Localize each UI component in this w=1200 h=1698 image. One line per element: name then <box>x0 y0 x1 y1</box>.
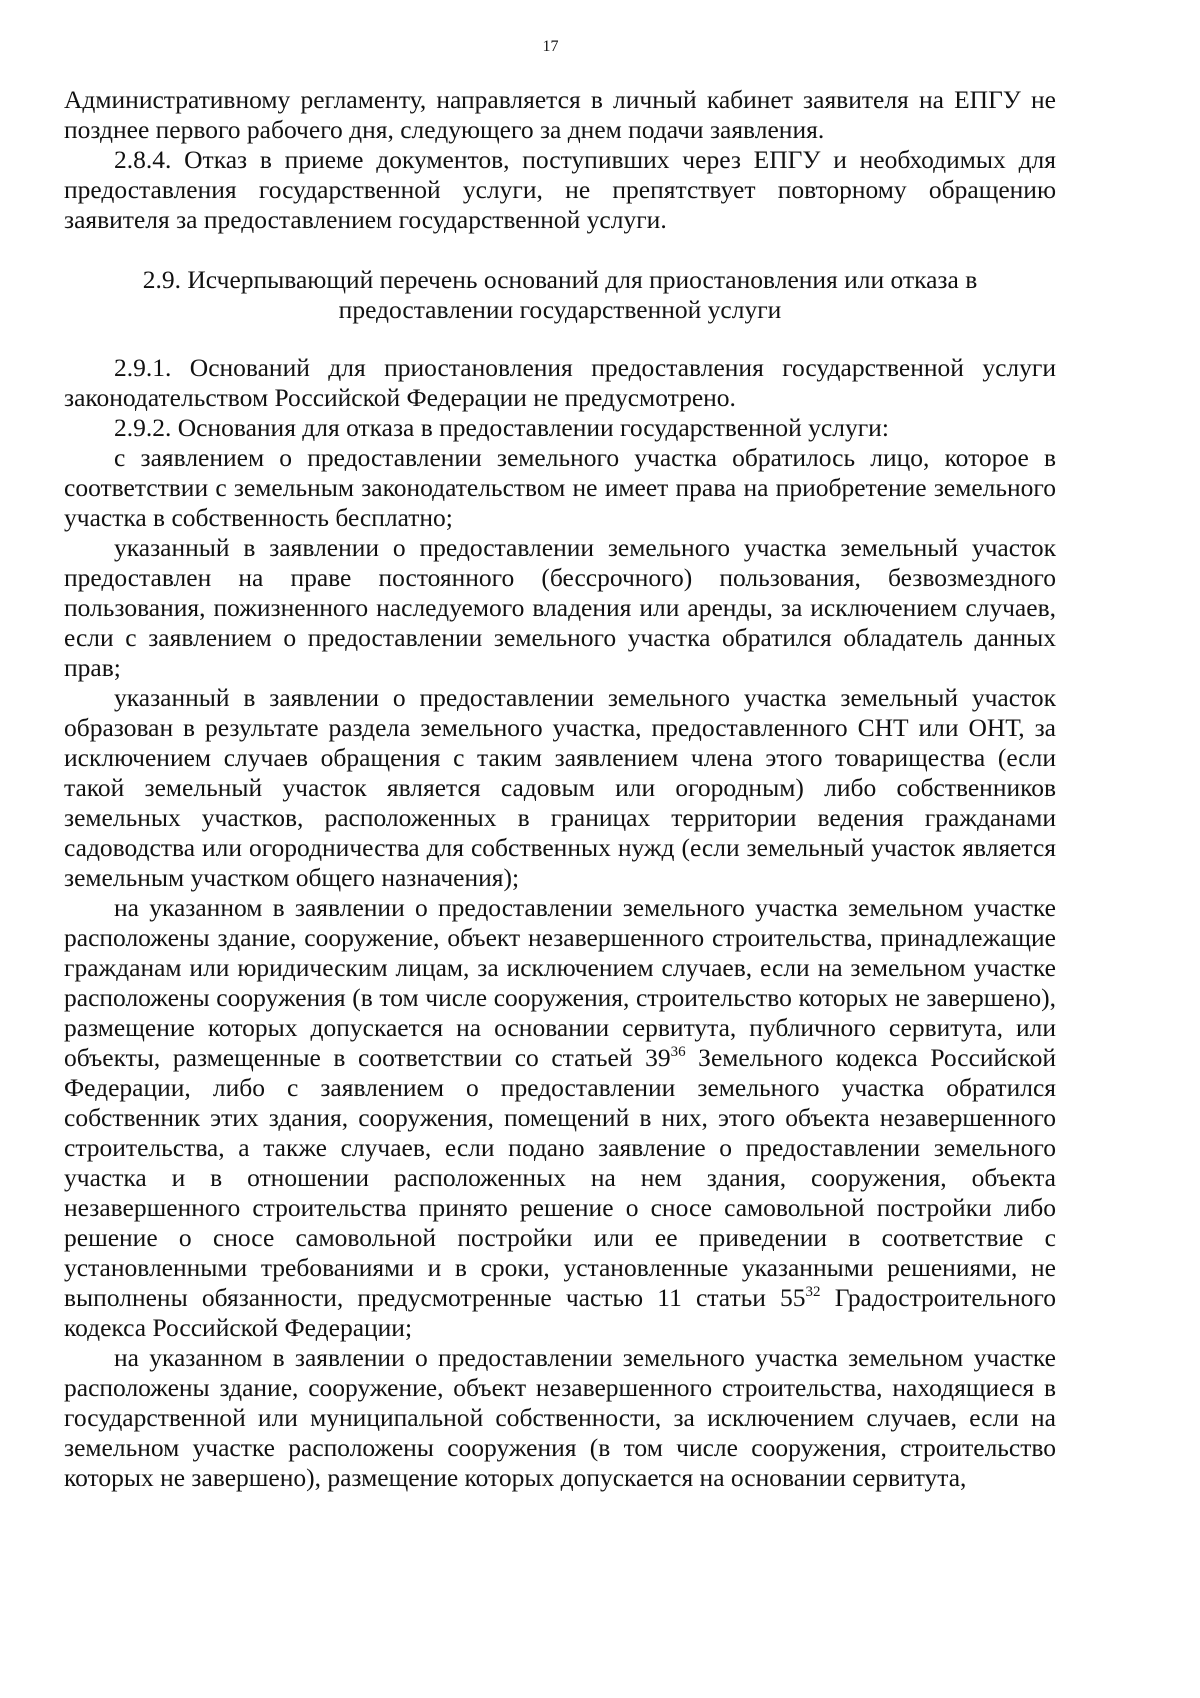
superscript-article-55: 32 <box>805 1284 821 1300</box>
list-item-ground-4-part-b: Земельного кодекса Российской Федерации, либо с заявлением о предоставлении земельного участка обратился собственник этих здания, сооружения, помещений в них, этого объекта незавершенного строительства, а также случаев, если подано заявление о предоставлении земельного участка и в отношении расположенных на нем здания, сооружения, объекта незавершенного строительства принято решение о сносе самовольной постройки либо решение о сносе самовольной постройки или ее приведении в соответствие с установленными требованиями и в сроки, установленные указанными решениями, не выполнены обязанности, предусмотренные частью 11 статьи 55 <box>64 1043 1056 1312</box>
section-heading-2-9 <box>64 265 1056 325</box>
page-number: 17 <box>542 38 559 55</box>
list-item-ground-4-part-a: на указанном в заявлении о предоставлении земельного участка земельном участке расположены здание, сооружение, объект незавершенного строительства, принадлежащие гражданам или юридическим лицам, за исключением случаев, если на земельном участке расположены сооружения (в том числе сооружения, строительство которых не завершено), размещение которых допускается на основании сервитута, публичного сервитута, или объекты, размещенные в соответствии со статьей 39 <box>64 893 1056 1072</box>
section-heading-line-1: 2.9. Исчерпывающий перечень оснований для приостановления или отказа в <box>142 265 978 294</box>
list-item-ground-3: указанный в заявлении о предоставлении земельного участка земельный участок образован в результате раздела земельного участка, предоставленного СНТ или ОНТ, за исключением случаев обращения с таким заявлением члена этого товарищества (если такой земельный участок является садовым или огородным) либо собственников земельных участков, расположенных в границах территории ведения гражданами садоводства или огородничества для собственных нужд (если земельный участок является земельным участком общего назначения); <box>64 683 1056 892</box>
list-item-ground-4 <box>64 893 1056 1343</box>
superscript-article-39: 36 <box>670 1044 686 1060</box>
list-item-ground-4-part-c: Градостроительного кодекса Российской Федерации; <box>64 1283 1056 1342</box>
paragraph-2-9-2: 2.9.2. Основания для отказа в предоставлении государственной услуги: <box>114 413 889 442</box>
list-item-ground-2: указанный в заявлении о предоставлении земельного участка земельный участок предоставлен на праве постоянного (бессрочного) пользования, безвозмездного пользования, пожизненного наследуемого владения или аренды, за исключением случаев, если с заявлением о предоставлении земельного участка обратился обладатель данных прав; <box>64 533 1056 682</box>
list-item-ground-1: с заявлением о предоставлении земельного участка обратилось лицо, которое в соответствии с земельным законодательством не имеет права на приобретение земельного участка в собственность бесплатно; <box>64 443 1056 532</box>
list-item-ground-5: на указанном в заявлении о предоставлении земельного участка земельном участке расположены здание, сооружение, объект незавершенного строительства, находящиеся в государственной или муниципальной собственности, за исключением случаев, если на земельном участке расположены сооружения (в том числе сооружения, строительство которых не завершено), размещение которых допускается на основании сервитута, <box>64 1343 1056 1492</box>
paragraph-2-9-1: 2.9.1. Оснований для приостановления предоставления государственной услуги законодательством Российской Федерации не предусмотрено. <box>64 353 1056 412</box>
paragraph-2-8-4: 2.8.4. Отказ в приеме документов, поступивших через ЕПГУ и необходимых для предоставления государственной услуги, не препятствует повторному обращению заявителя за предоставлением государственной услуги. <box>64 145 1056 234</box>
section-heading-line-2: предоставлении государственной услуги <box>338 295 782 324</box>
paragraph-continuation: Административному регламенту, направляется в личный кабинет заявителя на ЕПГУ не позднее первого рабочего дня, следующего за днем подачи заявления. <box>64 85 1056 144</box>
document-body <box>64 85 1056 1493</box>
